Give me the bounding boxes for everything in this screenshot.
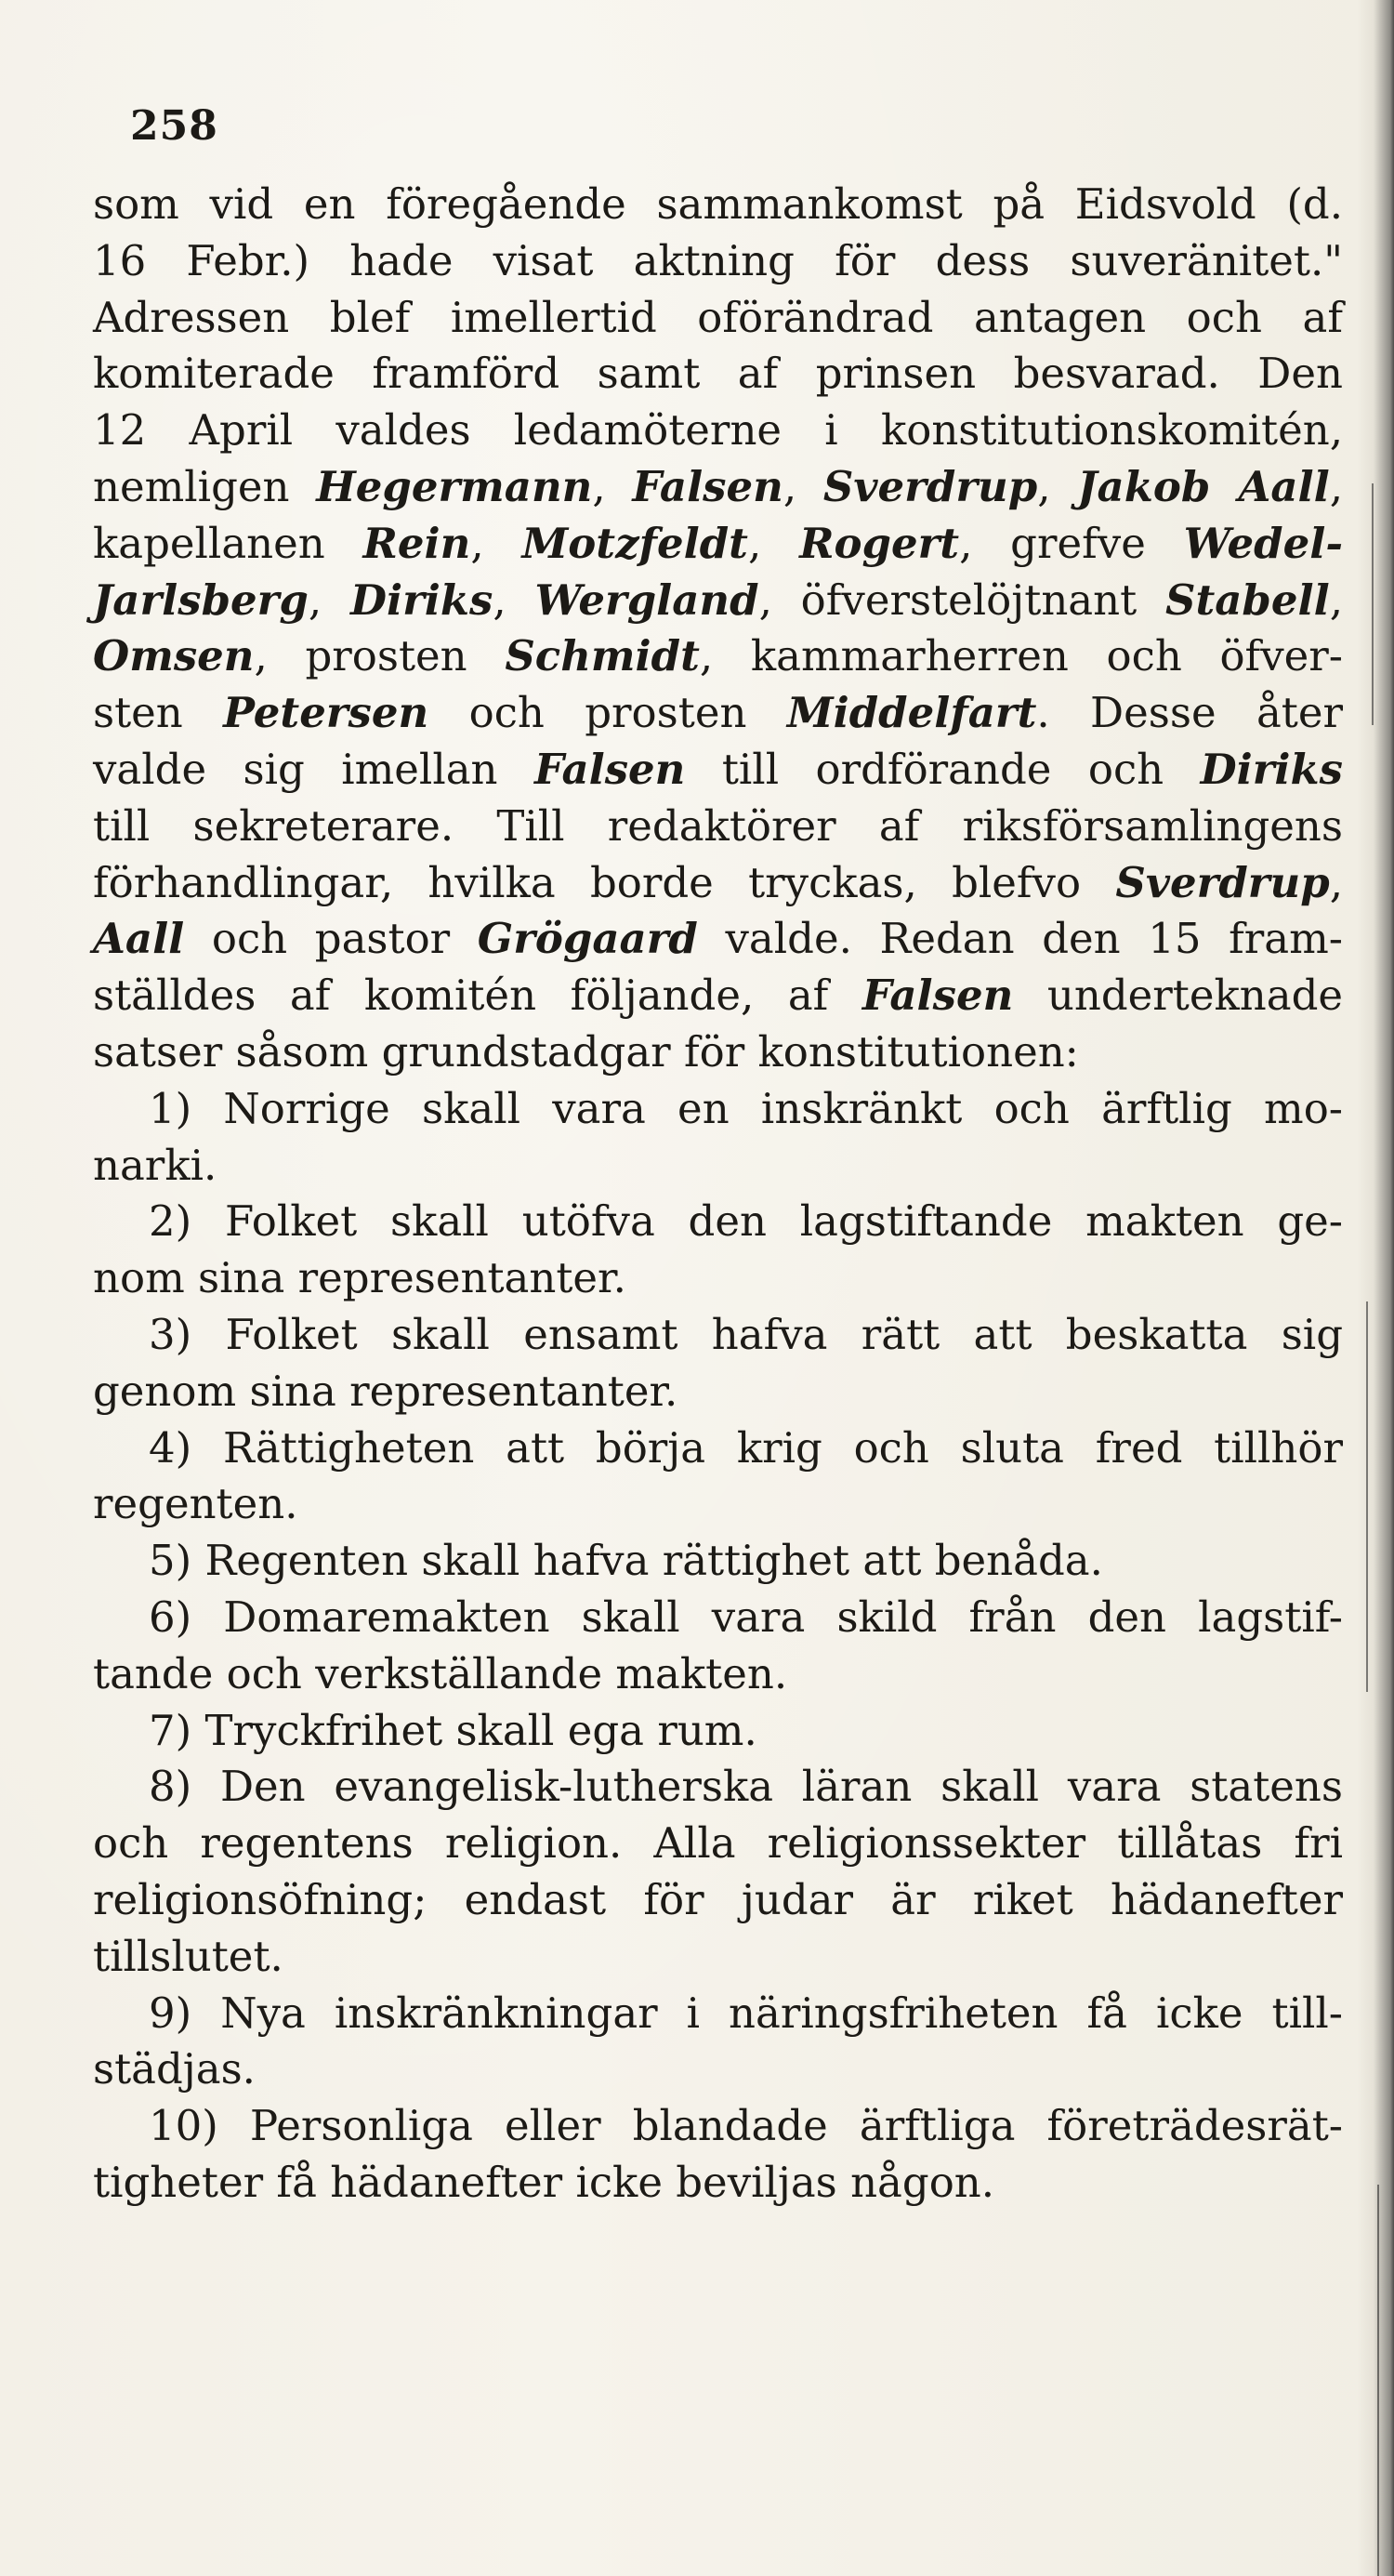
text-run: valde sig imellan — [93, 744, 534, 794]
page-edge-line — [1366, 1301, 1368, 1692]
text-run: , — [493, 575, 535, 625]
text-line — [93, 1250, 1343, 1307]
text-line — [93, 290, 1343, 347]
text-line — [93, 1929, 1343, 1986]
italic-name: Falsen — [861, 971, 1014, 1021]
text-line — [93, 1307, 1343, 1364]
text-run: 7) Tryckfrihet skall ega rum. — [149, 1705, 757, 1755]
italic-name: Sverdrup — [1115, 857, 1330, 907]
text-run: 3) Folket skall ensamt hafva rätt att beskatta sig — [149, 1309, 1343, 1359]
text-run: , — [747, 518, 800, 568]
text-line — [93, 177, 1343, 233]
text-line — [93, 2155, 1343, 2212]
italic-name: Wergland — [534, 575, 759, 625]
text-run: tigheter få hädanefter icke beviljas någon. — [93, 2157, 995, 2207]
text-run: , kammarherren och öfver- — [699, 631, 1343, 681]
italic-name: Diriks — [1200, 744, 1344, 794]
text-run: genom sina representanter. — [93, 1366, 678, 1416]
text-run: satser såsom grundstadgar för konstitutionen: — [93, 1026, 1079, 1077]
text-run: , — [1329, 857, 1343, 907]
text-run: , öfverstelöjtnant — [758, 575, 1165, 625]
text-run: nom sina representanter. — [93, 1253, 626, 1303]
text-run: 10) Personliga eller blandade ärftliga företrädesrät- — [149, 2101, 1343, 2151]
italic-name: Grögaard — [477, 914, 698, 964]
text-line — [93, 1533, 1343, 1590]
page-edge-line — [1372, 483, 1374, 725]
text-run: , — [470, 518, 522, 568]
page-number: 258 — [130, 102, 218, 150]
text-run: , grefve — [959, 518, 1184, 568]
text-run: narki. — [93, 1140, 217, 1190]
text-line — [93, 1986, 1343, 2042]
text-run: 4) Rättigheten att börja krig och sluta fred tillhör — [149, 1422, 1343, 1473]
text-run: 9) Nya inskränkningar i näringsfriheten få icke till- — [149, 1988, 1343, 2038]
text-line — [93, 1138, 1343, 1195]
text-run: 2) Folket skall utöfva den lagstiftande makten ge- — [149, 1196, 1343, 1247]
italic-name: Rogert — [799, 518, 960, 568]
text-run: städjas. — [93, 2044, 256, 2094]
text-line — [93, 855, 1343, 912]
text-run: , — [782, 461, 823, 511]
italic-name: Motzfeldt — [521, 518, 748, 568]
text-line — [93, 628, 1343, 685]
italic-name: Sverdrup — [822, 461, 1038, 511]
text-run: och regentens religion. Alla religionssekter tillåtas fri — [93, 1818, 1343, 1869]
text-line — [93, 1476, 1343, 1533]
text-run: ställdes af komitén följande, af — [93, 971, 862, 1021]
text-line — [93, 233, 1343, 290]
text-line — [93, 1703, 1343, 1760]
text-line — [93, 911, 1343, 968]
text-run: förhandlingar, hvilka borde tryckas, blefvo — [93, 857, 1116, 907]
text-run: 5) Regenten skall hafva rättighet att benåda. — [149, 1536, 1103, 1586]
italic-name: Middelfart — [786, 688, 1037, 738]
body-text — [93, 177, 1343, 2212]
text-line — [93, 1420, 1343, 1477]
italic-name: Schmidt — [505, 631, 700, 681]
text-run: sten — [93, 688, 224, 738]
italic-name: Falsen — [632, 461, 783, 511]
text-run: 16 Febr.) hade visat aktning för dess suveränitet." — [93, 235, 1343, 285]
text-line — [93, 1024, 1343, 1081]
text-line — [93, 1364, 1343, 1420]
text-line — [93, 2098, 1343, 2155]
italic-name: Aall — [93, 914, 185, 964]
text-run: och prosten — [428, 688, 787, 738]
text-line — [93, 968, 1343, 1024]
text-run: , — [1329, 461, 1344, 511]
text-run: , — [1329, 575, 1344, 625]
italic-name: Falsen — [533, 744, 686, 794]
text-run: underteknade — [1013, 971, 1344, 1021]
text-line — [93, 403, 1343, 459]
text-run: nemligen — [93, 461, 317, 511]
text-line — [93, 742, 1343, 799]
text-run: Adressen blef imellertid oförändrad antagen och af — [93, 292, 1343, 342]
text-run: som vid en föregående sammankomst på Eidsvold (d. — [93, 179, 1343, 229]
text-line — [93, 459, 1343, 516]
italic-name: Jakob Aall — [1077, 461, 1330, 511]
text-line — [93, 516, 1343, 573]
text-run: valde. Redan den 15 fram- — [697, 914, 1343, 964]
text-run: , — [308, 575, 350, 625]
text-run: tillslutet. — [93, 1931, 283, 1981]
text-line — [93, 1872, 1343, 1929]
text-run: , — [592, 461, 633, 511]
text-line — [93, 2041, 1343, 2098]
italic-name: Stabell — [1164, 575, 1330, 625]
italic-name: Jarlsberg — [93, 575, 309, 625]
text-line — [93, 1081, 1343, 1138]
italic-name: Omsen — [93, 631, 255, 681]
text-run: till ordförande och — [685, 744, 1201, 794]
text-line — [93, 1194, 1343, 1250]
text-line — [93, 799, 1343, 855]
text-run: 12 April valdes ledamöterne i konstitutionskomitén, — [93, 405, 1343, 456]
italic-name: Diriks — [349, 575, 493, 625]
text-run: 6) Domaremakten skall vara skild från den lagstif- — [149, 1592, 1343, 1642]
page-edge-line — [1377, 2185, 1379, 2576]
text-run: . Desse åter — [1036, 688, 1344, 738]
text-line — [93, 573, 1343, 629]
text-run: religionsöfning; endast för judar är riket hädanefter — [93, 1874, 1343, 1924]
text-run: komiterade framförd samt af prinsen besvarad. Den — [93, 349, 1343, 399]
text-line — [93, 1759, 1343, 1816]
text-run: och pastor — [184, 914, 478, 964]
italic-name: Rein — [362, 518, 471, 568]
text-run: tande och verkställande makten. — [93, 1648, 788, 1698]
text-line — [93, 1646, 1343, 1703]
text-run: , prosten — [254, 631, 506, 681]
text-run: till sekreterare. Till redaktörer af riksförsamlingens — [93, 800, 1343, 851]
text-line — [93, 346, 1343, 403]
text-run: , — [1037, 461, 1078, 511]
text-line — [93, 685, 1343, 742]
text-run: kapellanen — [93, 518, 363, 568]
text-run: 8) Den evangelisk-lutherska läran skall vara statens — [149, 1762, 1343, 1812]
italic-name: Petersen — [223, 688, 429, 738]
text-line — [93, 1816, 1343, 1872]
page-edge-shadow — [1357, 0, 1394, 2576]
italic-name: Wedel- — [1183, 518, 1344, 568]
text-run: regenten. — [93, 1479, 298, 1529]
text-run: 1) Norrige skall vara en inskränkt och ärftlig mo- — [149, 1083, 1343, 1133]
italic-name: Hegermann — [316, 461, 593, 511]
text-line — [93, 1590, 1343, 1646]
